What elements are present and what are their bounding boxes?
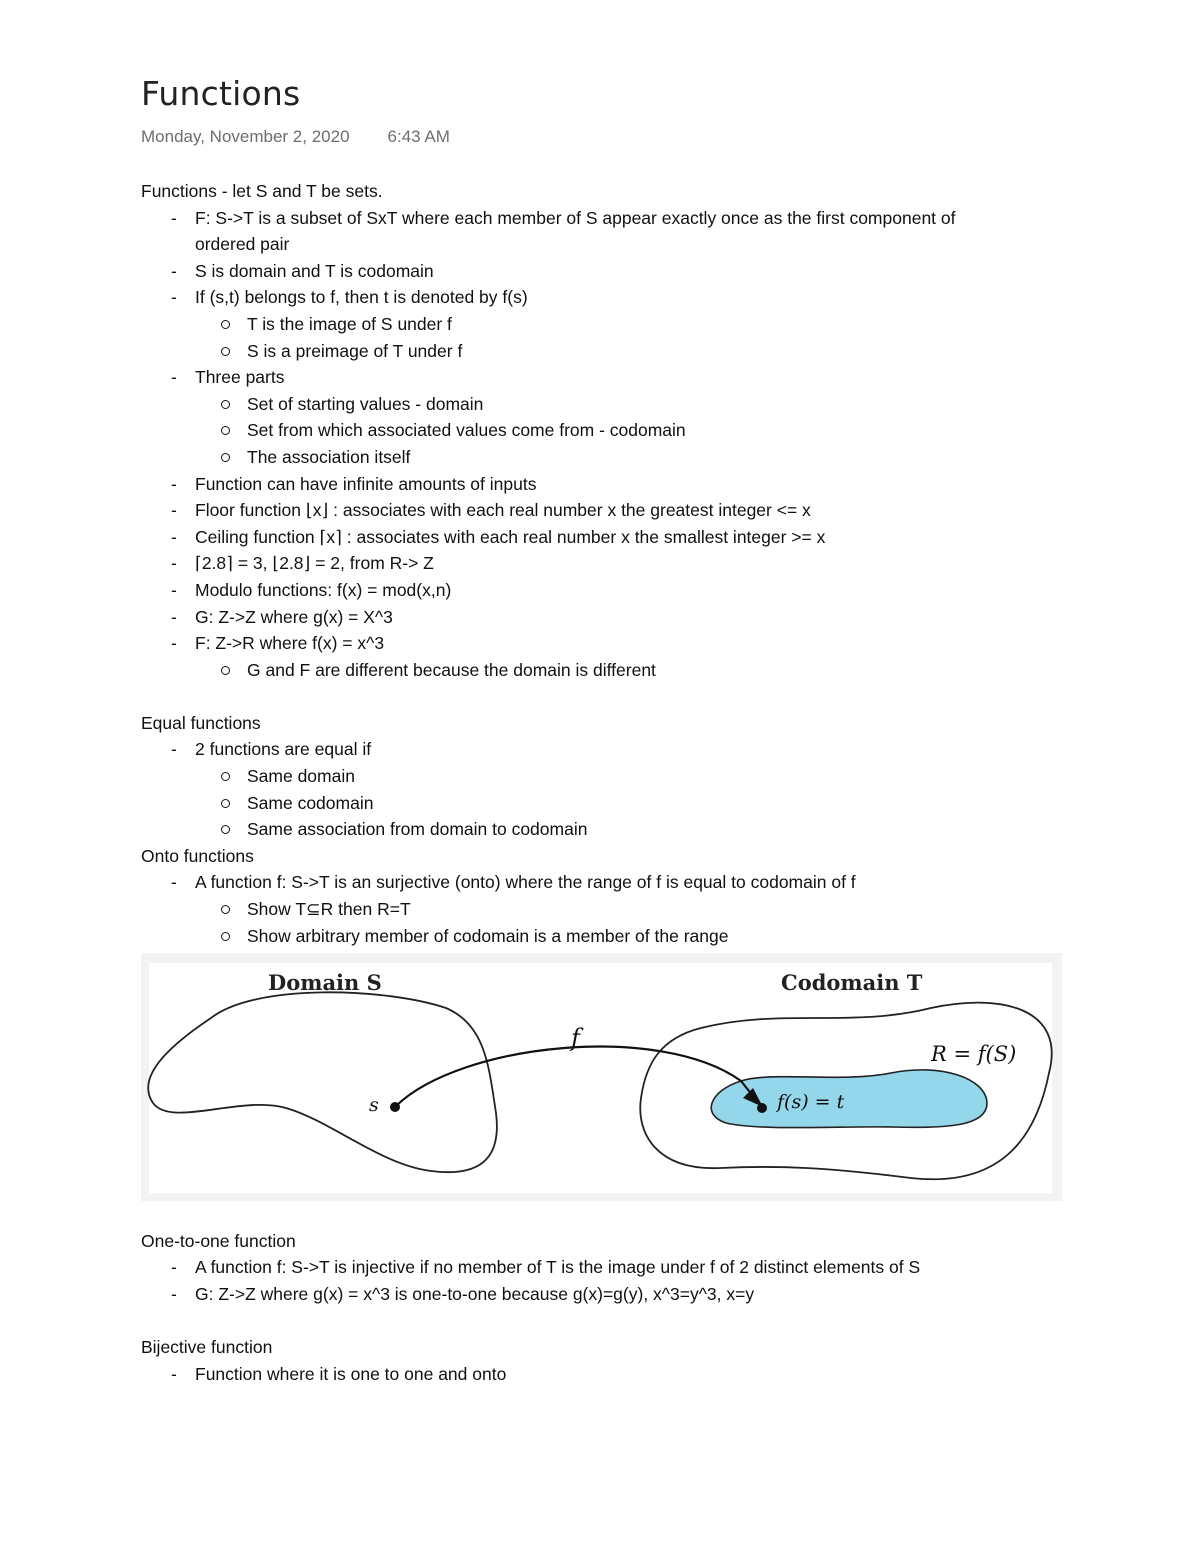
dash-bullet: - <box>171 606 177 627</box>
dash-bullet: - <box>171 473 177 494</box>
list-item-continuation: ordered pair <box>195 234 290 255</box>
sub-list-item: Show arbitrary member of codomain is a member of the range <box>141 923 1081 950</box>
point-t <box>757 1103 767 1113</box>
circle-bullet-icon <box>221 799 230 808</box>
section-heading-functions: Functions - let S and T be sets. <box>141 181 383 201</box>
list-item: - A function f: S->T is an surjective (onto) where the range of f is equal to codomain of f <box>141 869 1081 896</box>
dash-bullet: - <box>171 633 177 654</box>
dash-bullet: - <box>171 500 177 521</box>
note-date: Monday, November 2, 2020 <box>141 127 350 146</box>
sub-list-item: Same association from domain to codomain <box>141 816 1081 843</box>
sub-list-item: Show T⊆R then R=T <box>141 896 1081 923</box>
circle-bullet-icon <box>221 772 230 781</box>
note-body <box>141 178 1081 1387</box>
blank-line <box>141 1308 1081 1335</box>
diagram-svg <box>141 953 1062 1201</box>
list-item: - ⌈2.8⌉ = 3, ⌊2.8⌋ = 2, from R-> Z <box>141 550 1081 577</box>
list-item: - Three parts <box>141 364 1081 391</box>
dash-bullet: - <box>171 1363 177 1384</box>
circle-bullet-icon <box>221 932 230 941</box>
dash-bullet: - <box>171 287 177 308</box>
list-item: - G: Z->Z where g(x) = x^3 is one-to-one because g(x)=g(y), x^3=y^3, x=y <box>141 1281 1081 1308</box>
note-time: 6:43 AM <box>387 127 450 146</box>
circle-bullet-icon <box>221 905 230 914</box>
list-item: - Modulo functions: f(x) = mod(x,n) <box>141 577 1081 604</box>
list-item: - Function can have infinite amounts of inputs <box>141 471 1081 498</box>
page-title: Functions <box>141 74 301 113</box>
list-item: - F: S->T is a subset of SxT where each member of S appear exactly once as the first component of <box>141 205 1081 232</box>
note-timestamp <box>141 127 450 147</box>
dash-bullet: - <box>171 526 177 547</box>
dash-bullet: - <box>171 579 177 600</box>
codomain-label: Codomain T <box>781 970 923 996</box>
list-item: - A function f: S->T is injective if no member of T is the image under f of 2 distinct elements of S <box>141 1254 1081 1281</box>
circle-bullet-icon <box>221 320 230 329</box>
circle-bullet-icon <box>221 426 230 435</box>
circle-bullet-icon <box>221 400 230 409</box>
circle-bullet-icon <box>221 666 230 675</box>
list-item: - G: Z->Z where g(x) = X^3 <box>141 604 1081 631</box>
dash-bullet: - <box>171 739 177 760</box>
point-s <box>390 1102 400 1112</box>
dash-bullet: - <box>171 553 177 574</box>
onto-functions-list <box>141 869 1081 949</box>
sub-list-item: Same domain <box>141 763 1081 790</box>
list-item: - S is domain and T is codomain <box>141 258 1081 285</box>
dash-bullet: - <box>171 1284 177 1304</box>
list-item: - Ceiling function ⌈x⌉ : associates with each real number x the smallest integer >= x <box>141 524 1081 551</box>
section-heading-onto-functions: Onto functions <box>141 845 254 866</box>
equal-functions-list <box>141 736 1081 842</box>
point-t-label: f(s) = t <box>777 1091 845 1114</box>
circle-bullet-icon <box>221 825 230 834</box>
sub-list-item: Same codomain <box>141 790 1081 817</box>
sub-list-item: Set from which associated values come from - codomain <box>141 417 1081 444</box>
section-heading-equal-functions: Equal functions <box>141 712 261 733</box>
sub-list-item: Set of starting values - domain <box>141 391 1081 418</box>
arrow-label: f <box>571 1024 580 1053</box>
functions-list <box>141 205 1081 684</box>
bijective-list <box>141 1361 1081 1388</box>
sub-list-item: G and F are different because the domain is different <box>141 657 1081 684</box>
section-heading-bijective: Bijective function <box>141 1337 273 1358</box>
list-item: - F: Z->R where f(x) = x^3 <box>141 630 1081 657</box>
dash-bullet: - <box>171 207 177 228</box>
mapping-arrow <box>396 1047 757 1106</box>
dash-bullet: - <box>171 367 177 388</box>
sub-list-item: T is the image of S under f <box>141 311 1081 338</box>
domain-label: Domain S <box>268 970 382 996</box>
section-heading-one-to-one: One-to-one function <box>141 1230 296 1251</box>
domain-shape <box>148 993 497 1173</box>
dash-bullet: - <box>171 260 177 281</box>
circle-bullet-icon <box>221 347 230 356</box>
circle-bullet-icon <box>221 453 230 462</box>
dash-bullet: - <box>171 1257 177 1278</box>
list-item: - 2 functions are equal if <box>141 736 1081 763</box>
list-item: - Function where it is one to one and onto <box>141 1361 1081 1388</box>
range-label: R = f(S) <box>931 1042 1017 1067</box>
list-item: - If (s,t) belongs to f, then t is denoted by f(s) <box>141 284 1081 311</box>
sub-list-item: S is a preimage of T under f <box>141 338 1081 365</box>
blank-line <box>141 683 1081 710</box>
list-item: - Floor function ⌊x⌋ : associates with each real number x the greatest integer <= x <box>141 497 1081 524</box>
sub-list-item: The association itself <box>141 444 1081 471</box>
blank-line <box>141 1201 1081 1228</box>
dash-bullet: - <box>171 872 177 893</box>
one-to-one-list <box>141 1254 1081 1307</box>
function-mapping-diagram <box>141 953 1062 1201</box>
point-s-label: s <box>369 1094 379 1117</box>
